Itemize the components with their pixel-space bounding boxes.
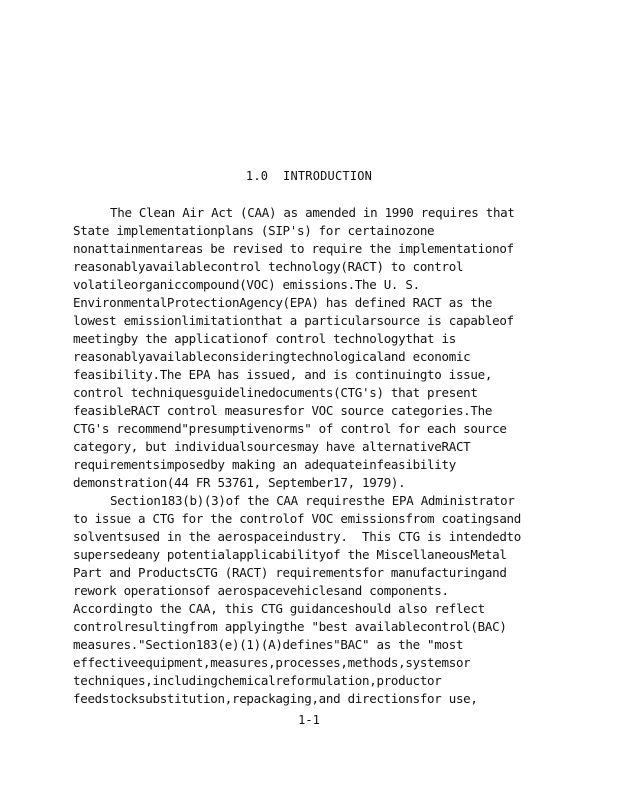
section-heading: 1.0 INTRODUCTION: [245, 169, 373, 183]
text-line: Part and ProductsCTG (RACT) requirementsfor manufacturingand: [73, 565, 507, 580]
text-line: CTG's recommend"presumptivenorms" of control for each source: [73, 421, 507, 436]
page-number: 1-1: [298, 713, 320, 727]
text-line: techniques,includingchemicalreformulation,productor: [73, 673, 442, 688]
text-line: feasibleRACT control measuresfor VOC source categories.The: [73, 403, 493, 418]
text-line: measures."Section183(e)(1)(A)defines"BAC" as the "most: [73, 637, 464, 652]
text-line: reasonablyavailableconsideringtechnologicaland economic: [73, 349, 471, 364]
text-line: supersedeany potentialapplicabilityof the MiscellaneousMetal: [73, 547, 507, 562]
text-line: reasonablyavailablecontrol technology(RACT) to control: [73, 259, 464, 274]
text-line: meetingby the applicationof control technologythat is: [73, 331, 456, 346]
text-line: Accordingto the CAA, this CTG guidanceshould also reflect: [73, 601, 485, 616]
body-text: [73, 204, 563, 708]
text-line: rework operationsof aerospacevehiclesand components.: [73, 583, 449, 598]
text-line: requirementsimposedby making an adequateinfeasibility: [73, 457, 456, 472]
text-line: demonstration(44 FR 53761, September17, 1979).: [73, 475, 406, 490]
text-line: to issue a CTG for the controlof VOC emissionsfrom coatingsand: [73, 511, 521, 526]
text-line: The Clean Air Act (CAA) as amended in 1990 requires that: [110, 205, 515, 220]
text-line: controlresultingfrom applyingthe "best availablecontrol(BAC): [73, 619, 507, 634]
text-line: control techniquesguidelinedocuments(CTG's) that present: [73, 385, 478, 400]
text-line: volatileorganiccompound(VOC) emissions.The U. S.: [73, 277, 420, 292]
text-line: State implementationplans (SIP's) for certainozone: [73, 223, 435, 238]
text-line: feasibility.The EPA has issued, and is continuingto issue,: [73, 367, 493, 382]
text-line: EnvironmentalProtectionAgency(EPA) has defined RACT as the: [73, 295, 493, 310]
text-line: nonattainmentareas be revised to require the implementationof: [73, 241, 514, 256]
text-line: feedstocksubstitution,repackaging,and directionsfor use,: [73, 691, 478, 706]
text-line: category, but individualsourcesmay have alternativeRACT: [73, 439, 471, 454]
text-line: lowest emissionlimitationthat a particularsource is capableof: [73, 313, 514, 328]
text-line: solventsused in the aerospaceindustry. This CTG is intendedto: [73, 529, 521, 544]
text-line: Section183(b)(3)of the CAA requiresthe EPA Administrator: [110, 493, 515, 508]
text-line: effectiveequipment,measures,processes,methods,systemsor: [73, 655, 471, 670]
